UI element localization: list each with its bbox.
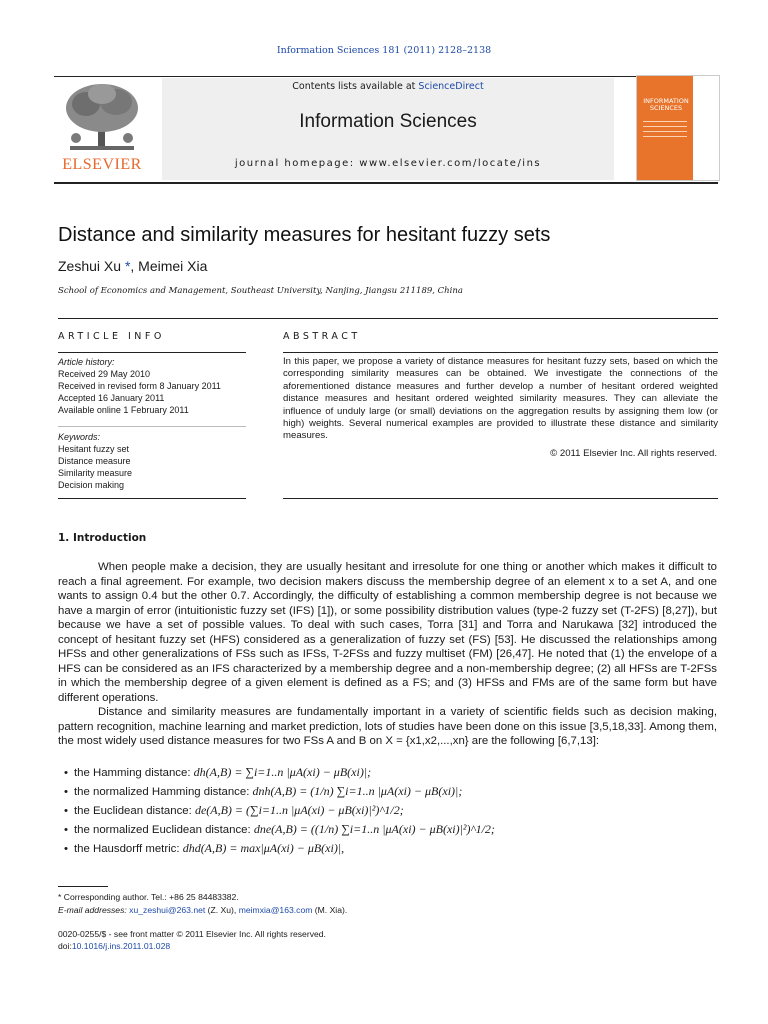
affiliation: School of Economics and Management, Southeast University, Nanjing, Jiangsu 211189, China: [58, 286, 463, 296]
footnote: [58, 891, 347, 916]
header-top-rule: [54, 76, 718, 77]
article-info-rule: [58, 352, 246, 353]
journal-title: Information Sciences: [299, 111, 477, 132]
author-name: Meimei Xia: [138, 258, 208, 274]
history-entry: Received in revised form 8 January 2011: [58, 381, 221, 391]
article-info-bottom-rule: [58, 498, 246, 499]
intro-paragraph-2: Distance and similarity measures are fundamentally important in a variety of scientific fields such as decision making, pattern recognition, machine learning and market prediction, lots of studies have been done on this issue [3,5,18,33]. Among them, the most widely used distance measures for two FSs A and B on X = {x1,x2,...,xn} are the following [6,7,13]:: [58, 706, 717, 747]
formula: dnh(A,B) = (1/n) ∑i=1..n |μA(xi) − μB(xi)|;: [252, 784, 463, 798]
formula: dne(A,B) = ((1/n) ∑i=1..n |μA(xi) − μB(xi)|²)^1/2;: [253, 822, 495, 836]
author-list: Zeshui Xu *, Meimei Xia: [58, 258, 208, 274]
abstract-bottom-rule: [283, 498, 718, 499]
cover-title: INFORMATION SCIENCES: [643, 97, 689, 113]
list-item: • the normalized Hamming distance: dnh(A,B) = (1/n) ∑i=1..n |μA(xi) − μB(xi)|;: [64, 784, 463, 798]
section-heading: 1. Introduction: [58, 532, 147, 544]
footnote-rule: [58, 886, 108, 887]
abstract-text: In this paper, we propose a variety of distance measures for hesitant fuzzy sets, based on which the corresponding similarity measures can be obtained. We investigate the connections of the aforementioned distance measures and further develop a number of hesitant ordered weighted distance measures and hesitant ordered weighted similarity measures. They can alleviate the influence of unduly large (or small) deviations on the aggregation results by assigning them low (or high) weights. Several numerical examples are provided to illustrate these distance and similarity measures.: [283, 356, 718, 442]
issn-line: 0020-0255/$ - see front matter © 2011 Elsevier Inc. All rights reserved.: [58, 929, 326, 939]
cover-decoration: [643, 121, 687, 141]
list-item: • the Hamming distance: dh(A,B) = ∑i=1..n |μA(xi) − μB(xi)|;: [64, 765, 372, 779]
email-line: E-mail addresses: xu_zeshui@263.net (Z. Xu), meimxia@163.com (M. Xia).: [58, 904, 348, 915]
abstract-heading: ABSTRACT: [283, 331, 361, 342]
doi-line: doi:10.1016/j.ins.2011.01.028: [58, 941, 171, 951]
email-link[interactable]: xu_zeshui@263.net: [129, 904, 206, 915]
keywords-label: Keywords:: [58, 432, 101, 442]
article-history: [58, 356, 258, 416]
keywords: [58, 431, 258, 491]
history-label: Article history:: [58, 357, 115, 367]
formula: dh(A,B) = ∑i=1..n |μA(xi) − μB(xi)|;: [193, 765, 372, 779]
copyright-notice: © 2011 Elsevier Inc. All rights reserved.: [550, 448, 717, 459]
history-entry: Available online 1 February 2011: [58, 405, 189, 415]
email-link[interactable]: meimxia@163.com: [238, 904, 313, 915]
sciencedirect-link[interactable]: ScienceDirect: [418, 81, 484, 92]
contents-line: Contents lists available at ScienceDirect: [292, 81, 484, 92]
corresponding-author-note: * Corresponding author. Tel.: +86 25 84483382.: [58, 892, 239, 902]
journal-homepage[interactable]: journal homepage: www.elsevier.com/locate/ins: [234, 158, 542, 169]
journal-cover-thumbnail[interactable]: [636, 75, 720, 181]
header-bottom-rule: [54, 182, 718, 184]
abstract-rule: [283, 352, 718, 353]
paper-title: Distance and similarity measures for hesitant fuzzy sets: [58, 224, 551, 246]
elsevier-wordmark: ELSEVIER: [62, 156, 142, 173]
doi-link[interactable]: 10.1016/j.ins.2011.01.028: [71, 941, 171, 951]
author-name: Zeshui Xu: [58, 258, 122, 274]
keywords-rule: [58, 426, 246, 427]
journal-reference[interactable]: Information Sciences 181 (2011) 2128–2138: [276, 45, 492, 56]
keyword: Distance measure: [58, 456, 131, 466]
keyword: Hesitant fuzzy set: [58, 444, 130, 454]
article-info-heading: ARTICLE INFO: [58, 331, 165, 342]
formula: dhd(A,B) = max|μA(xi) − μB(xi)|,: [182, 841, 345, 855]
list-item: • the Hausdorff metric: dhd(A,B) = max|μA(xi) − μB(xi)|,: [64, 841, 345, 855]
list-item: • the normalized Euclidean distance: dne(A,B) = ((1/n) ∑i=1..n |μA(xi) − μB(xi)|²)^1/2;: [64, 822, 495, 836]
corresponding-author-mark[interactable]: *: [124, 258, 131, 274]
keyword: Similarity measure: [58, 468, 133, 478]
front-matter: [58, 928, 326, 952]
title-rule: [58, 318, 718, 319]
keyword: Decision making: [58, 480, 125, 490]
history-entry: Received 29 May 2010: [58, 369, 151, 379]
intro-paragraph-1: When people make a decision, they are usually hesitant and irresolute for one thing or another which makes it difficult to reach a final agreement. For example, two decision makers discuss the membership degree of an element x to a set A, and one wants to assign 0.4 but the other 0.7. Accordingly, the difficulty of establishing a common membership degree is not because we have a margin of error (intuitionistic fuzzy set (IFS) [1]), or some possibility distribution values (type-2 fuzzy set (T-2FS) [8,27]), but because we have a set of possible values. To deal with such cases, Torra [31] and Torra and Narukawa [32] introduced the concept of hesitant fuzzy set (HFS) considered as a generalization of fuzzy set (FS) [53]. He discussed the relationships among HFSs and other generalizations of FSs such as IFSs, T-2FSs and fuzzy multiset (FM) [26,47]. He noted that (1) the envelope of a HFS can be considered as an IFS characterized by a membership degree and a non-membership degree; (2) all HFSs are T-2FSs in which the membership degree of a given element is defined as a FS; and (3) HFSs and FMs are of the same form but have different operations.: [58, 561, 717, 704]
formula: de(A,B) = (∑i=1..n |μA(xi) − μB(xi)|²)^1/2;: [194, 803, 404, 817]
distance-measure-list: [64, 763, 714, 858]
history-entry: Accepted 16 January 2011: [58, 393, 165, 403]
list-item: • the Euclidean distance: de(A,B) = (∑i=1..n |μA(xi) − μB(xi)|²)^1/2;: [64, 803, 404, 817]
